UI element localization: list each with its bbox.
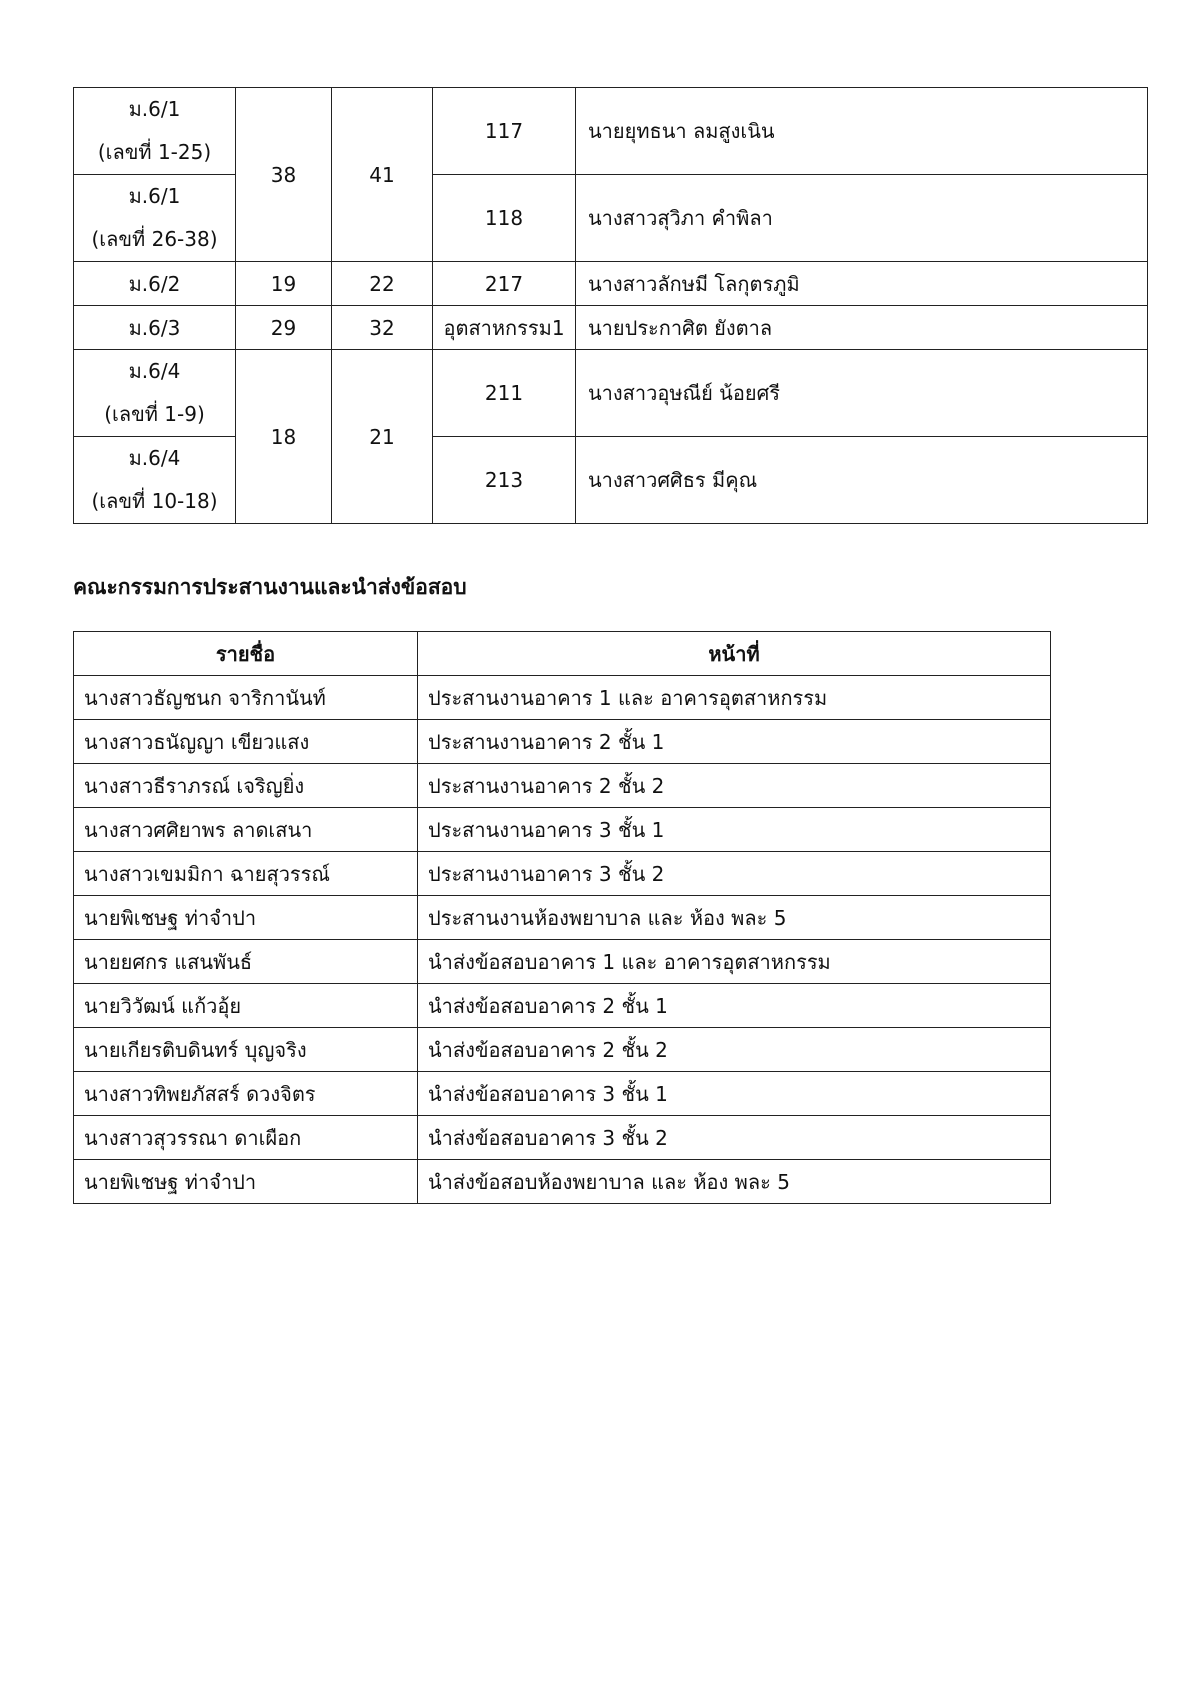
proctor-cell: นางสาวอุษณีย์ น้อยศรี: [576, 350, 1148, 437]
table-row: [74, 262, 1148, 306]
table-row: [74, 764, 1051, 808]
section-title: คณะกรรมการประสานงานและนำส่งข้อสอบ: [73, 575, 467, 599]
table-row: [74, 984, 1051, 1028]
seat-range: (เลขที่ 26-38): [91, 227, 218, 251]
table-row: [74, 88, 1148, 175]
class-label: ม.6/1: [128, 184, 181, 208]
member-name: นางสาวธีราภรณ์ เจริญยิ่ง: [74, 764, 418, 808]
seat-count-cell: 41: [332, 88, 433, 262]
member-duty: ประสานงานอาคาร 3 ชั้น 1: [418, 808, 1051, 852]
proctor-cell: นายประกาศิต ยังตาล: [576, 306, 1148, 350]
table-row: [74, 896, 1051, 940]
member-duty: ประสานงานอาคาร 2 ชั้น 1: [418, 720, 1051, 764]
class-cell: [74, 437, 236, 524]
room-cell: 213: [433, 437, 576, 524]
student-count-cell: 18: [236, 350, 332, 524]
proctor-cell: นางสาวศศิธร มีคุณ: [576, 437, 1148, 524]
table-row: [74, 1116, 1051, 1160]
room-cell: อุตสาหกรรม1: [433, 306, 576, 350]
member-name: นางสาวธัญชนก จาริกานันท์: [74, 676, 418, 720]
member-duty: นำส่งข้อสอบอาคาร 1 และ อาคารอุตสาหกรรม: [418, 940, 1051, 984]
class-cell: [74, 175, 236, 262]
class-label: ม.6/4: [128, 446, 181, 470]
member-duty: ประสานงานอาคาร 2 ชั้น 2: [418, 764, 1051, 808]
class-cell: [74, 350, 236, 437]
member-name: นางสาวเขมมิกา ฉายสุวรรณ์: [74, 852, 418, 896]
seat-range: (เลขที่ 1-25): [97, 140, 212, 164]
seat-count-cell: 32: [332, 306, 433, 350]
column-header-duty: หน้าที่: [418, 632, 1051, 676]
proctor-cell: นางสาวลักษมี โลกุตรภูมิ: [576, 262, 1148, 306]
class-label: ม.6/4: [128, 359, 181, 383]
member-name: นายยศกร แสนพันธ์: [74, 940, 418, 984]
member-duty: นำส่งข้อสอบอาคาร 3 ชั้น 2: [418, 1116, 1051, 1160]
member-duty: ประสานงานอาคาร 3 ชั้น 2: [418, 852, 1051, 896]
class-cell: ม.6/3: [74, 306, 236, 350]
room-cell: 211: [433, 350, 576, 437]
proctor-cell: นางสาวสุวิภา คำพิลา: [576, 175, 1148, 262]
table-row: [74, 1072, 1051, 1116]
table-row: [74, 720, 1051, 764]
table-header-row: [74, 632, 1051, 676]
class-label: ม.6/1: [128, 97, 181, 121]
seat-range: (เลขที่ 10-18): [91, 489, 218, 513]
member-duty: นำส่งข้อสอบอาคาร 2 ชั้น 2: [418, 1028, 1051, 1072]
member-name: นางสาวสุวรรณา ดาเผือก: [74, 1116, 418, 1160]
proctor-cell: นายยุทธนา ลมสูงเนิน: [576, 88, 1148, 175]
member-name: นางสาวธนัญญา เขียวแสง: [74, 720, 418, 764]
table-row: [74, 1028, 1051, 1072]
room-cell: 117: [433, 88, 576, 175]
table-row: [74, 940, 1051, 984]
class-cell: [74, 88, 236, 175]
member-duty: นำส่งข้อสอบห้องพยาบาล และ ห้อง พละ 5: [418, 1160, 1051, 1204]
member-duty: นำส่งข้อสอบอาคาร 3 ชั้น 1: [418, 1072, 1051, 1116]
seat-count-cell: 22: [332, 262, 433, 306]
seat-range: (เลขที่ 1-9): [104, 402, 205, 426]
table-row: [74, 852, 1051, 896]
member-name: นางสาวศศิยาพร ลาดเสนา: [74, 808, 418, 852]
room-cell: 217: [433, 262, 576, 306]
member-duty: ประสานงานห้องพยาบาล และ ห้อง พละ 5: [418, 896, 1051, 940]
member-name: นางสาวทิพยภัสสร์ ดวงจิตร: [74, 1072, 418, 1116]
member-duty: ประสานงานอาคาร 1 และ อาคารอุตสาหกรรม: [418, 676, 1051, 720]
table-row: [74, 350, 1148, 437]
column-header-name: รายชื่อ: [74, 632, 418, 676]
seat-count-cell: 21: [332, 350, 433, 524]
exam-room-table: [73, 87, 1148, 524]
table-row: [74, 676, 1051, 720]
class-cell: ม.6/2: [74, 262, 236, 306]
student-count-cell: 38: [236, 88, 332, 262]
table-row: [74, 808, 1051, 852]
member-name: นายวิวัฒน์ แก้วอุ้ย: [74, 984, 418, 1028]
student-count-cell: 29: [236, 306, 332, 350]
member-name: นายพิเชษฐ ท่าจำปา: [74, 1160, 418, 1204]
table-row: [74, 437, 1148, 524]
member-duty: นำส่งข้อสอบอาคาร 2 ชั้น 1: [418, 984, 1051, 1028]
table-row: [74, 1160, 1051, 1204]
table-row: [74, 306, 1148, 350]
committee-table: [73, 631, 1051, 1204]
member-name: นายเกียรติบดินทร์ บุญจริง: [74, 1028, 418, 1072]
member-name: นายพิเชษฐ ท่าจำปา: [74, 896, 418, 940]
student-count-cell: 19: [236, 262, 332, 306]
room-cell: 118: [433, 175, 576, 262]
table-row: [74, 175, 1148, 262]
